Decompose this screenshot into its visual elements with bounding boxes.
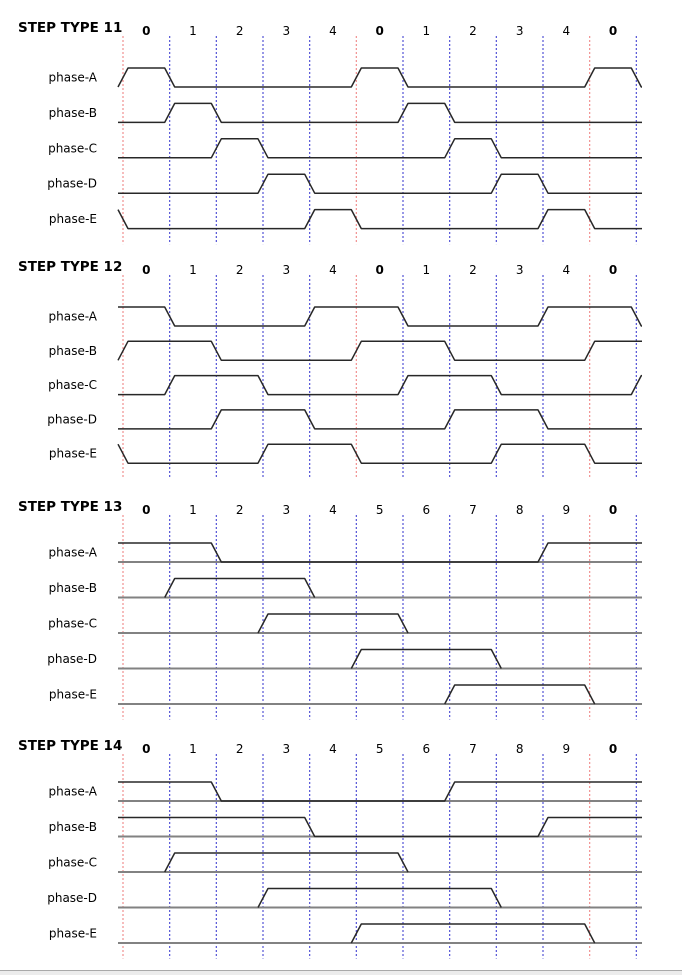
step-label: 0 [608,24,618,38]
step-label: 2 [235,503,244,517]
waveform-phase-D-type-11 [118,174,642,193]
phase-label: phase-D [47,652,97,666]
waveform-phase-B-type-13 [165,579,315,598]
phase-label: phase-E [48,446,97,461]
step-label: 1 [189,503,197,517]
step-label: 2 [235,742,244,756]
waveform-phase-A-type-13 [118,543,642,562]
phase-label: phase-A [48,545,97,560]
step-label: 2 [235,263,244,277]
step-label: 1 [189,742,197,756]
waveform-phase-E-type-12 [118,444,642,463]
step-label: 0 [375,263,384,277]
waveform-phase-B-type-14 [118,818,642,837]
waveform-phase-A-type-14 [118,782,642,801]
step-label: 3 [282,263,291,277]
phase-label: phase-E [48,687,97,702]
phase-label: phase-A [48,784,97,799]
phase-label: phase-C [48,616,97,631]
step-label: 1 [189,24,197,38]
step-label: 5 [375,503,384,517]
phase-label: phase-C [48,378,97,393]
step-label: 4 [562,263,571,277]
step-label: 3 [282,742,291,756]
step-label: 2 [469,24,477,38]
waveform-phase-C-type-14 [165,853,408,872]
step-label: 4 [329,263,337,277]
phase-label: phase-C [48,141,97,156]
step-label: 0 [142,742,151,756]
waveform-phase-C-type-11 [118,139,642,158]
step-label: 6 [422,503,431,517]
phase-label: phase-B [48,105,97,120]
phase-label: phase-E [48,926,97,941]
waveform-phase-D-type-14 [258,889,501,908]
step-label: 6 [422,742,431,756]
phase-label: phase-B [48,820,97,834]
step-label: 3 [282,24,291,38]
waveform-phase-E-type-14 [351,924,594,943]
step-label: 0 [608,742,618,756]
step-label: 3 [515,263,524,277]
section-title-step-type-14: STEP TYPE 14 [18,738,123,754]
step-label: 8 [515,742,524,756]
waveform-phase-B-type-11 [118,103,642,122]
waveform-phase-C-type-12 [118,376,642,395]
waveform-phase-A-type-12 [118,307,642,326]
step-label: 0 [142,263,151,277]
step-label: 5 [375,742,384,756]
phase-label: phase-B [48,581,97,595]
step-label: 1 [422,24,431,38]
step-label: 7 [469,503,477,517]
waveform-phase-D-type-12 [118,410,642,429]
phase-label: phase-A [48,70,97,85]
step-label: 7 [469,742,477,756]
waveform-phase-C-type-13 [258,614,408,633]
step-label: 0 [608,503,618,517]
step-label: 2 [469,263,477,277]
step-label: 3 [515,24,524,38]
section-title-step-type-11: STEP TYPE 11 [18,20,123,36]
phase-label: phase-C [48,855,97,870]
step-label: 0 [142,503,151,517]
step-label: 1 [422,263,431,277]
step-label: 9 [562,742,571,756]
phase-label: phase-D [47,176,97,191]
phase-label: phase-B [48,343,97,358]
phase-label: phase-E [48,212,97,227]
step-label: 0 [608,263,618,277]
step-label: 0 [142,24,151,38]
phase-label: phase-D [47,412,97,427]
step-label: 1 [189,263,197,277]
step-label: 8 [515,503,524,517]
step-label: 3 [282,503,291,517]
waveform-phase-B-type-12 [118,341,642,360]
section-title-step-type-13: STEP TYPE 13 [18,499,123,515]
waveform-phase-D-type-13 [351,650,501,669]
step-label: 0 [375,24,384,38]
page-bottom-bar [0,970,682,975]
phase-label: phase-D [47,891,97,905]
phase-label: phase-A [48,309,97,324]
step-label: 4 [329,742,337,756]
waveform-phase-E-type-13 [445,685,595,704]
waveform-phase-A-type-11 [118,68,642,87]
step-label: 4 [329,24,337,38]
step-label: 9 [562,503,571,517]
section-title-step-type-12: STEP TYPE 12 [18,259,123,275]
step-label: 4 [562,24,571,38]
step-label: 2 [235,24,244,38]
step-label: 4 [329,503,337,517]
waveform-phase-E-type-11 [118,210,642,229]
